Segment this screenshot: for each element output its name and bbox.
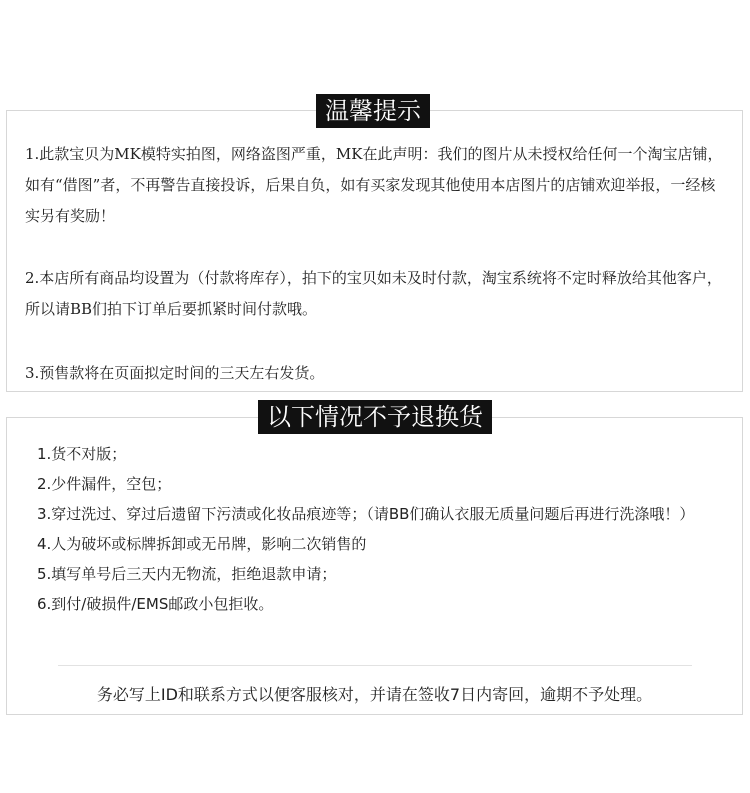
notice-title: 温馨提示 [316, 94, 430, 128]
list-item: 6.到付/破损件/EMS邮政小包拒收。 [37, 595, 274, 613]
notice-paragraph-2: 2.本店所有商品均设置为（付款将库存），拍下的宝贝如未及时付款，淘宝系统将不定时释放给其他客户，所以请BB们拍下订单后要抓紧时间付款哦。 [25, 269, 722, 318]
list-item: 5.填写单号后三天内无物流，拒绝退款申请； [37, 565, 337, 583]
list-item: 1.货不对版； [37, 445, 127, 463]
list-item: 4.人为破坏或标牌拆卸或无吊牌，影响二次销售的 [37, 535, 367, 553]
notice-paragraph-1: 1.此款宝贝为MK模特实拍图，网络盗图严重，MK在此声明：我们的图片从未授权给任何一个淘宝店铺，如有“借图”者，不再警告直接投诉，后果自负，如有买家发现其他使用本店图片的店铺欢迎举报，一经核实另有奖励！ [25, 145, 723, 225]
notice-paragraph-3: 3.预售款将在页面拟定时间的三天左右发货。 [25, 364, 325, 382]
no-return-list [37, 439, 727, 619]
footer-note: 务必写上ID和联系方式以便客服核对，并请在签收7日内寄回，逾期不予处理。 [96, 685, 653, 704]
list-item: 3.穿过洗过、穿过后遗留下污渍或化妆品痕迹等；（请BB们确认衣服无质量问题后再进行洗涤哦！） [37, 505, 695, 523]
no-return-title: 以下情况不予退换货 [258, 400, 492, 434]
divider [58, 665, 692, 666]
list-item: 2.少件漏件，空包； [37, 475, 172, 493]
